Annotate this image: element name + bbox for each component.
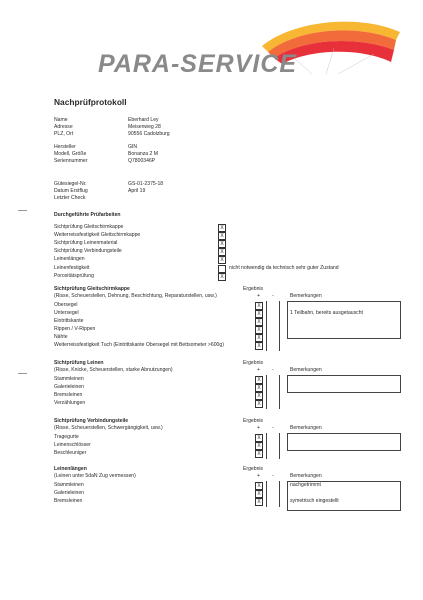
inspection-item-label: Leinenschlösser [54,442,91,448]
section-subtitle: (Risse, Scheuerstellen, Schwergängigkeit, usw.) [54,425,163,431]
minus-header: - [272,293,274,299]
check-box: X [255,318,263,326]
check-box: X [218,224,226,232]
inspection-item-label: Bremsleinen [54,498,83,504]
plus-header: + [257,293,260,299]
check-item-label: Porositätsprüfung [54,272,94,279]
item-remark: 1 Teilbahn, bereits ausgetauscht [290,310,363,316]
info-label: Modell, Größe [54,151,87,157]
check-box [218,265,226,273]
result-header: Ergebnis [243,360,264,366]
remarks-box [287,375,401,393]
info-value: GIN [128,144,138,150]
check-box: X [255,482,263,490]
section-subtitle: (Leinen unter 5daN Zug vermessen) [54,473,136,479]
check-item-label: Leinenlängen [54,256,85,263]
item-remark: nachgetrimmt [290,482,321,488]
check-box: X [255,400,263,408]
check-box: X [255,334,263,342]
section-title: Sichtprüfung Gleitschirmkappe [54,286,130,292]
remarks-header: Bemerkungen [290,425,322,431]
result-header: Ergebnis [243,286,264,292]
info-label: Adresse [54,124,73,130]
check-box: X [255,342,263,350]
info-value: Bonanza 2 M [128,151,159,157]
remarks-header: Bemerkungen [290,367,322,373]
check-box: X [255,442,263,450]
info-value: Meisenweg 28 [128,124,161,130]
inspection-item-label: Tragegurte [54,434,79,440]
info-label: Seriennummer [54,158,88,164]
remarks-box [287,433,401,451]
check-box: X [255,384,263,392]
logo-text: PARA-SERVICE [98,50,298,78]
info-value: Eberhard Ley [128,117,159,123]
result-header: Ergebnis [243,466,264,472]
check-item-label: Sichtprüfung Verbindungsteile [54,248,122,255]
info-value: GS-01-2375-18 [128,181,164,187]
plus-header: + [257,473,260,479]
inspection-item-label: Nähte [54,334,68,340]
section-title: Leinenlängen [54,466,87,472]
inspection-item-label: Beschleuniger [54,450,87,456]
minus-header: - [272,425,274,431]
punch-mark [18,373,27,374]
info-label: PLZ, Ort [54,131,74,137]
inspection-item-label: Weiterreissfestigkeit Tuch (Eintrittskante Obersegel mit Bettsometer >600g) [54,342,224,348]
check-box: X [218,232,226,240]
check-item-label: Weiterreissfestigkeit Gleitschirmkappe [54,232,141,239]
remarks-header: Bemerkungen [290,293,322,299]
check-box: X [255,302,263,310]
minus-column [266,481,280,507]
check-box: X [218,273,226,281]
check-box: X [255,434,263,442]
check-box: X [218,240,226,248]
section-title: Sichtprüfung Leinen [54,360,104,366]
result-header: Ergebnis [243,418,264,424]
minus-column [266,301,280,351]
check-box: X [255,450,263,458]
check-box: X [255,310,263,318]
remarks-box [287,301,401,339]
check-box: X [255,392,263,400]
section-subtitle: (Risse, Knicke, Scheuerstellen, starke Abnutzungen) [54,367,173,373]
inspection-item-label: Eintrittskante [54,318,84,324]
remarks-header: Bemerkungen [290,473,322,479]
inspection-item-label: Bremsleinen [54,392,83,398]
info-value: April 19 [128,188,146,194]
check-item-note: nicht notwendig da technisch sehr guter Zustand [229,264,339,271]
info-label: Datum Erstflug [54,188,88,194]
check-box: X [255,326,263,334]
inspection-item-label: Obersegel [54,302,78,308]
info-value: Q7800346P [128,158,156,164]
punch-mark [18,210,27,211]
page-title: Nachprüfprotokoll [54,97,127,107]
minus-column [266,433,280,459]
inspection-item-label: Stammleinen [54,482,84,488]
check-box: X [255,376,263,384]
minus-header: - [272,473,274,479]
info-label: Gütesiegel-Nr. [54,181,87,187]
check-item-label: Sichtprüfung Gleitschirmkappe [54,224,124,230]
plus-header: + [257,425,260,431]
item-remark: symetrisch eingestellt [290,498,339,504]
section-title: Sichtprüfung Verbindungsteile [54,418,129,424]
plus-header: + [257,367,260,373]
check-box: X [255,498,263,506]
check-item-label: Leinenfestigkeit [54,264,90,271]
info-label: Name [54,117,68,123]
info-label: Hersteller [54,144,76,150]
inspection-item-label: Rippen / V-Rippen [54,326,96,332]
check-box: X [218,248,226,256]
inspection-item-label: Untersegel [54,310,79,316]
check-box: X [218,256,226,264]
info-label: Letzter Check [54,195,86,201]
section-subtitle: (Risse, Scheuerstellen, Dehnung, Beschichtung, Reparaturstellen, usw.) [54,293,217,299]
section-title: Durchgeführte Prüfarbeiten [54,212,121,218]
check-box: X [255,490,263,498]
check-item-label: Sichtprüfung Leinenmaterial [54,240,118,247]
inspection-item-label: Galerieleinen [54,490,85,496]
inspection-item-label: Stammleinen [54,376,84,382]
minus-header: - [272,367,274,373]
info-value: 90556 Cadolzburg [128,131,170,137]
minus-column [266,375,280,409]
inspection-item-label: Verzählungen [54,400,86,406]
inspection-item-label: Galerieleinen [54,384,85,390]
